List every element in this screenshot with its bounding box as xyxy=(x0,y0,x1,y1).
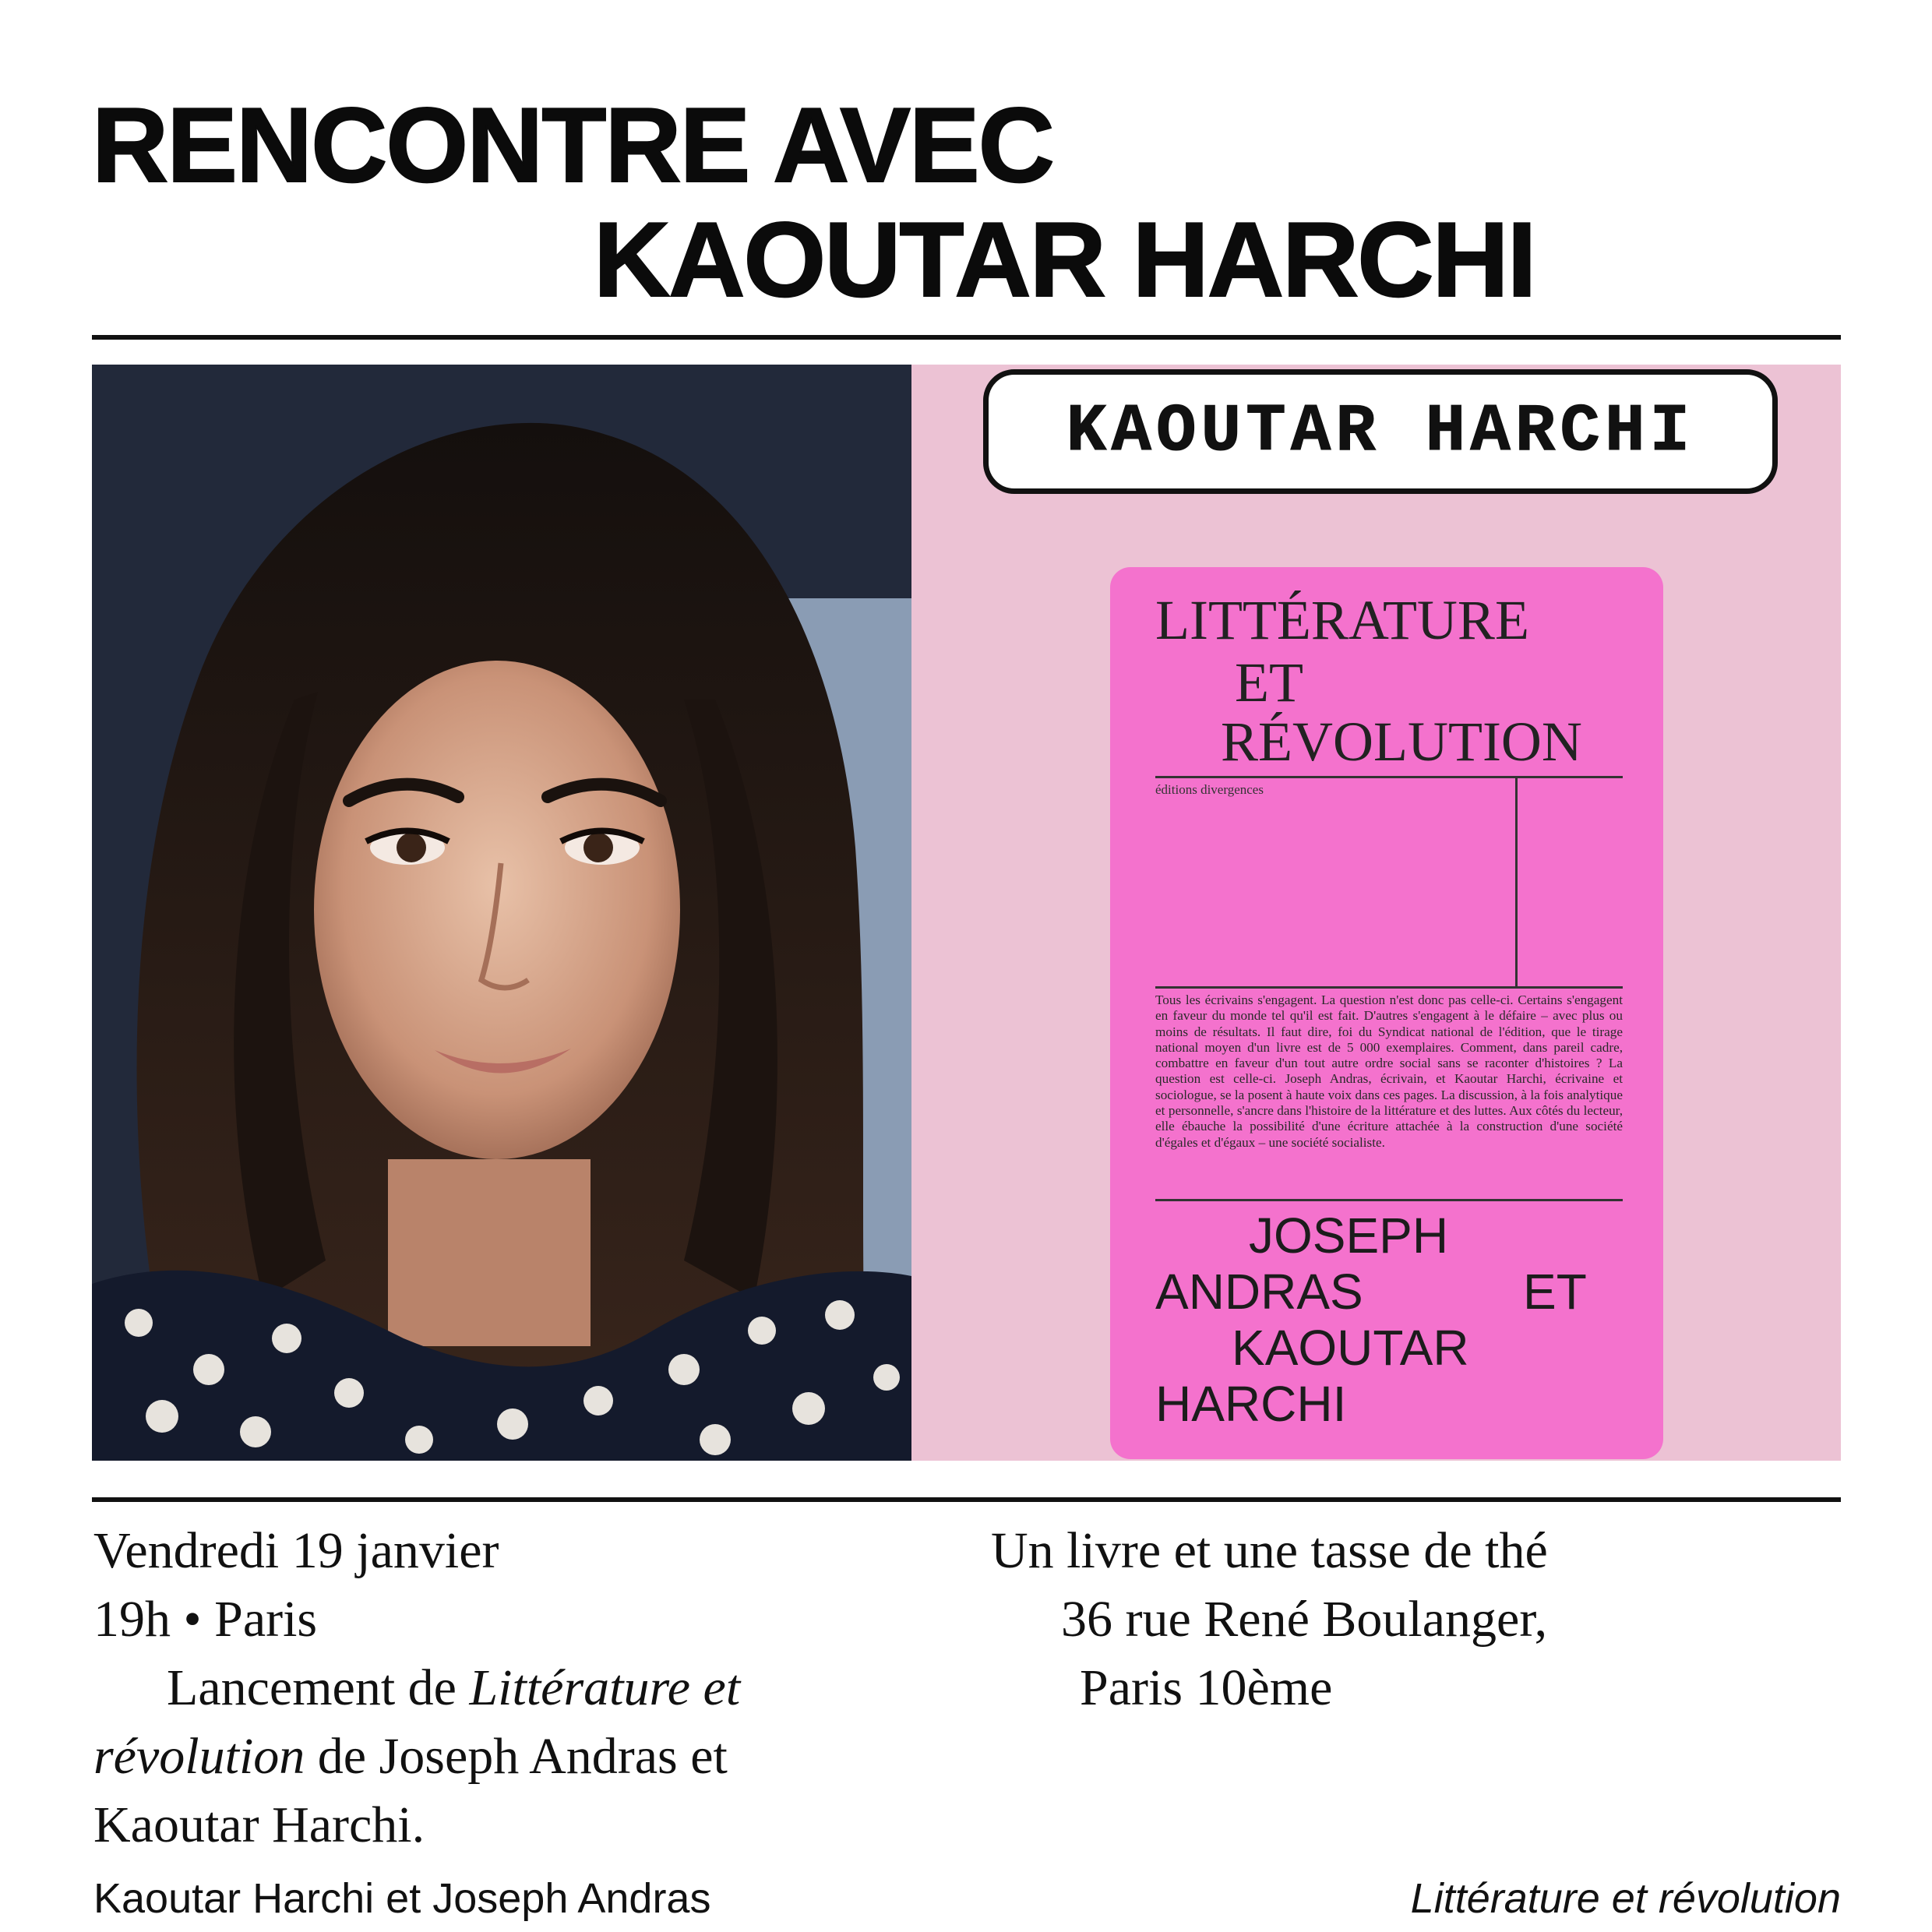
launch-prefix: Lancement de xyxy=(167,1659,470,1716)
cover-author-line-1: JOSEPH xyxy=(1249,1208,1449,1264)
event-time-place: 19h • Paris xyxy=(93,1591,318,1648)
headline-line-1: RENCONTRE AVEC xyxy=(92,86,1053,204)
divider-top xyxy=(92,335,1841,340)
event-launch-line-3: Kaoutar Harchi. xyxy=(93,1796,425,1853)
cover-rule xyxy=(1155,776,1623,778)
headline-line-2: KAOUTAR HARCHI xyxy=(594,200,1535,319)
divider-bottom xyxy=(92,1497,1841,1502)
caption-book-title: Littérature et révolution xyxy=(1410,1875,1841,1922)
author-name-banner: KAOUTAR HARCHI xyxy=(983,369,1778,494)
cover-title-line-3: RÉVOLUTION xyxy=(1221,710,1582,773)
book-cover-panel xyxy=(911,365,1841,1461)
venue-city: Paris 10ème xyxy=(1080,1659,1333,1716)
event-launch-line-1 xyxy=(167,1659,741,1716)
cover-author-line-4: HARCHI xyxy=(1155,1376,1347,1432)
book-cover xyxy=(1110,567,1663,1459)
cover-title-line-1: LITTÉRATURE xyxy=(1155,589,1529,651)
author-portrait-photo xyxy=(92,365,911,1461)
cover-publisher: éditions divergences xyxy=(1155,782,1264,797)
cover-author-line-2: ANDRAS xyxy=(1155,1264,1363,1320)
event-launch-line-2 xyxy=(93,1728,728,1785)
cover-rule xyxy=(1155,1199,1623,1201)
event-date: Vendredi 19 janvier xyxy=(93,1522,499,1579)
cover-title-line-2: ET xyxy=(1235,651,1303,714)
launch-book-title-b: révolution xyxy=(93,1728,305,1785)
cover-author-conjunction: ET xyxy=(1523,1264,1587,1320)
launch-suffix: de Joseph Andras et xyxy=(305,1728,728,1785)
caption-authors: Kaoutar Harchi et Joseph Andras xyxy=(93,1875,711,1922)
venue-name: Un livre et une tasse de thé xyxy=(991,1522,1548,1579)
cover-vertical-rule xyxy=(1515,776,1518,986)
venue-address: 36 rue René Boulanger, xyxy=(1061,1591,1548,1648)
launch-book-title-a: Littérature et xyxy=(469,1659,741,1716)
cover-author-line-3: KAOUTAR xyxy=(1232,1320,1469,1376)
cover-rule xyxy=(1155,986,1623,989)
cover-blurb: Tous les écrivains s'engagent. La question n'est donc pas celle-ci. Certains s'engagent en faveur du monde tel qu'il est fait. D'autres s'engagent à le défaire – avec plus ou moins de résultats. Il faut dire, foi du Syndicat national de l'édition, que le tirage national moyen d'un livre est de 5 000 exemplaires. Comment, dans pareil cadre, combattre en faveur d'un tout autre ordre social sans se raconter d'histoires ? La question est celle-ci. Joseph Andras, écrivain, et Kaoutar Harchi, écrivaine et sociologue, se la posent à haute voix dans ces pages. La discussion, à la fois analytique et personnelle, s'ancre dans l'histoire de la littérature et des luttes. Aux côtés du lecteur, elle ébauche la possibilité d'une écriture attachée à la construction d'une société d'égales et d'égaux – une société socialiste. xyxy=(1155,992,1623,1150)
